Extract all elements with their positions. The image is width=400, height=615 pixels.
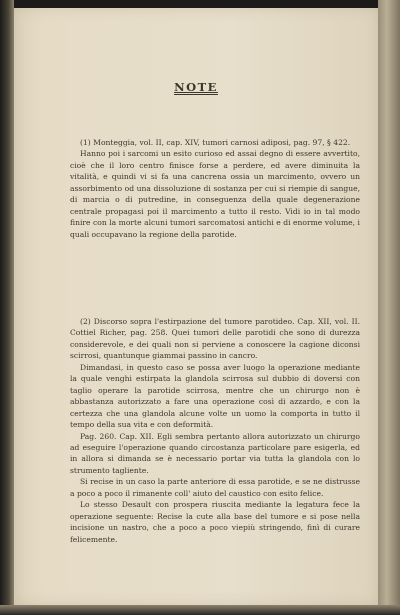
scan-left-edge xyxy=(0,0,14,615)
note-2-paragraph-4: Si recise in un caso la parte anteriore di essa parotide, e se ne distrusse a poco a poco il rimanente coll' aiuto del caustico con esito felice. xyxy=(70,477,360,498)
scan-bottom-edge xyxy=(0,605,400,615)
note-2-paragraph-3: Pag. 260. Cap. XII. Egli sembra pertanto allora autorizzato un chirurgo ad eseguire l'operazione quando circostanza particolare pare esigerla, ed in allora si dimanda se è necessario portar via tutta la glandola con lo strumento tagliente. xyxy=(70,431,360,475)
scan-right-edge xyxy=(378,0,400,615)
note-1-citation: (1) Monteggia, vol. II, cap. XIV, tumori carnosi adiposi, pag. 97, § 422. xyxy=(80,138,351,147)
note-1-paragraph: Hanno poi i sarcomi un esito curioso ed assai degno di essere avvertito, cioè che il loro centro finisce forse a perdere, ed avere diminuita la vitalità, e quindi vi si fa una cancrena ossia un marcimento, ovvero un assorbimento od una dissoluzione di sostanza per cui si riempie di sangue, di marcia o di putredine, in conseguenza della quale degenerazione centrale propagasi poi il marcimento a tutto il resto. Vidi io in tal modo finire con la morte alcuni tumori sarcomatosi antichi e di enorme volume, i quali occupavano la regione della parotide. xyxy=(70,149,360,239)
note-2-citation: (2) Discorso sopra l'estirpazione del tumore parotideo. Cap. XII, vol. II. Cottiel Richer, pag. 258. Quei tumori delle parotidi che sono di durezza considerevole, e dei quali non si perviene a conoscere la cagione diconsi scirrosi, quantunque giammai passino in cancro. xyxy=(70,317,360,361)
note-2-paragraph-2: Dimandasi, in questo caso se possa aver luogo la operazione mediante la quale venghi estirpata la glandola scirrosa sul dubbio di doversi con taglio operare la parotide scirrosa, mentre che un chirurgo non è abbastanza autorizzato a fare una operazione così di azzardo, e con la certezza che una glandola alcune volte un uomo la comporta in tutto il tempo della sua vita e con deformità. xyxy=(70,362,360,430)
note-2-paragraph-5: Lo stesso Desault con prospera riuscita mediante la legatura fece la operazione seguente: Recise la cute alla base del tumore e si pose nella incisione un nastro, che a poco a poco viepiù stringendo, finì di curare felicemente. xyxy=(70,500,360,544)
page-title: NOTE xyxy=(174,80,218,94)
document-page xyxy=(14,8,378,605)
scan-top-edge xyxy=(0,0,400,8)
note-1 xyxy=(70,137,360,240)
note-2 xyxy=(70,316,360,545)
